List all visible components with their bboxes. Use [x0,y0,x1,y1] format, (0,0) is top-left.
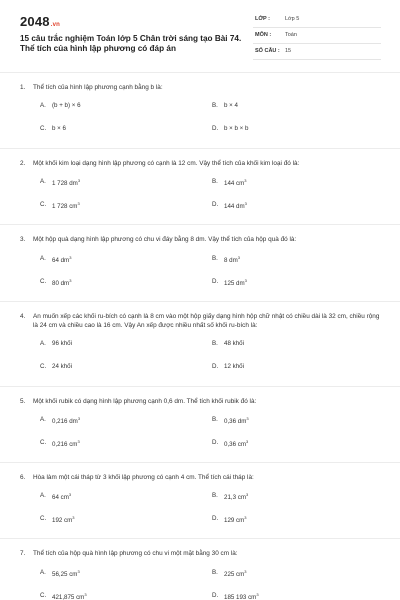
answer-text [52,416,80,425]
answer-letter: B. [212,340,218,348]
answer-text [52,492,71,501]
answer-option[interactable] [212,125,384,148]
answer-value: 12 khối [224,363,244,371]
answer-value: 48 khối [224,340,244,348]
answer-option[interactable] [40,592,212,600]
answer-value: 24 khối [52,363,72,371]
question-item [0,462,400,538]
question-list [0,72,400,600]
answer-value: 192 cm [52,517,73,525]
question-item [0,72,400,148]
answer-letter: D. [212,125,219,133]
unit-exponent: 3 [244,277,247,283]
answer-options [20,340,380,386]
answer-option[interactable] [40,201,212,224]
logo-suffix: .vn [50,22,61,28]
meta-label: MÔN : [255,32,272,38]
answer-letter: A. [40,102,46,110]
answer-value: 64 dm [52,256,70,264]
answer-text [224,201,247,210]
answer-text [52,102,81,109]
answer-text [52,592,87,600]
answer-text [52,278,71,287]
answer-letter: B. [212,492,218,500]
answer-value: (b + b) × 6 [52,102,81,110]
question-number: 1. [20,84,26,91]
answer-text [224,125,248,132]
answer-option[interactable] [212,278,384,301]
meta-row-class [253,13,381,28]
answer-option[interactable] [40,125,212,148]
answer-letter: D. [212,439,219,447]
answer-text [224,340,244,347]
question-text [20,159,380,168]
answer-value: 144 cm [224,180,245,188]
answer-letter: D. [212,363,219,371]
question-number: 4. [20,312,26,320]
unit-exponent: 3 [77,201,80,207]
logo-text: 2048 [20,14,50,29]
answer-options [20,178,380,224]
answer-text [224,569,247,578]
answer-letter: D. [212,515,219,523]
answer-option[interactable] [212,102,384,125]
meta-info-box [253,13,381,60]
question-item [0,301,400,386]
unit-exponent: 3 [237,254,240,260]
answer-option[interactable] [212,439,384,462]
meta-value: Toán [285,32,297,38]
answer-option[interactable] [40,492,212,515]
answer-letter: B. [212,416,218,424]
answer-value: 185 193 cm [224,593,257,600]
question-body: Thể tích của hộp quà hình lập phương có chu vi một mặt bằng 30 cm là: [33,550,238,558]
answer-text [52,255,71,264]
answer-letter: A. [40,492,46,500]
unit-exponent: 3 [68,492,72,498]
answer-option[interactable] [212,492,384,515]
unit-exponent: 3 [77,568,80,574]
question-number: 5. [20,398,26,406]
answer-option[interactable] [40,278,212,301]
answer-value: 421,875 cm [52,593,85,600]
answer-text [52,340,72,347]
answer-letter: C. [40,439,47,447]
answer-text [52,439,80,448]
answer-option[interactable] [212,569,384,592]
question-body: Một hộp quà dạng hình lập phương có chu vi đáy bằng 8 dm. Vậy thể tích của hộp quà đó là: [33,236,297,244]
answer-letter: C. [40,201,47,209]
unit-exponent: 3 [256,591,259,597]
meta-row-count [253,45,381,60]
unit-exponent: 3 [246,416,249,422]
answer-option[interactable] [212,515,384,538]
meta-label: LỚP : [255,16,270,22]
answer-text [224,363,244,370]
question-text [20,312,380,330]
meta-label: SỐ CÂU : [255,48,280,54]
answer-option[interactable] [40,102,212,125]
document-title: 15 câu trắc nghiệm Toán lớp 5 Chân trời sáng tạo Bài 74. Thể tích của hình lập phương có đáp án [20,34,242,53]
answer-value: 80 dm [52,279,70,287]
answer-value: 0,216 dm [52,418,78,426]
meta-value: 15 [285,48,292,54]
answer-letter: C. [40,277,47,285]
answer-text [224,255,240,264]
answer-letter: B. [212,178,218,186]
answer-text [224,278,247,287]
unit-exponent: 3 [77,178,81,184]
answer-value: 96 khối [52,340,72,348]
answer-value: 21,3 cm [224,494,247,502]
unit-exponent: 3 [244,568,247,574]
question-number: 7. [20,550,26,558]
answer-letter: A. [40,416,46,424]
answer-value: 144 dm [224,203,245,211]
answer-letter: C. [40,591,47,599]
answer-letter: B. [212,568,218,576]
answer-letter: B. [212,102,218,110]
answer-option[interactable] [212,201,384,224]
unit-exponent: 3 [244,178,247,184]
meta-row-subject [253,29,381,44]
unit-exponent: 3 [69,277,72,283]
answer-value: 225 cm [224,570,245,578]
question-text [20,397,380,406]
unit-exponent: 3 [244,201,247,207]
answer-value: 56,25 cm [52,570,78,578]
answer-letter: A. [40,340,46,348]
answer-value: 1 728 dm [52,180,78,188]
answer-text [224,515,247,524]
document-header [0,0,400,68]
answer-option[interactable] [40,515,212,538]
answer-letter: C. [40,125,47,133]
answer-letter: A. [40,178,46,186]
answer-text [52,201,80,210]
question-text [20,549,380,558]
meta-value: Lớp 5 [285,16,300,22]
question-body: An muốn xếp các khối ru-bích có cạnh là 8 cm vào một hộp giấy dạng hình hộp chữ nhật có chiều dài là 32 cm, chiều rộng là 24 cm và chiều cao là 16 cm. Vậy An xếp được nhiều nhất số khối ru-bích là: [33,312,380,329]
answer-text [52,569,80,578]
answer-option[interactable] [212,178,384,201]
answer-value: 1 728 cm [52,203,78,211]
answer-option[interactable] [212,592,384,600]
question-number: 3. [20,236,26,244]
question-text [20,235,380,244]
answer-value: b × 4 [224,102,238,110]
question-body: Thể tích của hình lập phương cạnh bằng b là: [33,84,163,91]
answer-letter: D. [212,591,219,599]
answer-value: 125 dm [224,279,245,287]
answer-text [224,439,248,448]
answer-option[interactable] [40,255,212,278]
question-number: 2. [20,160,26,168]
answer-value: b × b × b [224,125,249,133]
unit-exponent: 3 [77,416,81,422]
question-body: Một khối kim loại dạng hình lập phương có cạnh là 12 cm. Vậy thể tích của khối kim loại đó là: [33,160,300,168]
question-text [20,83,380,92]
answer-value: b × 6 [52,125,66,133]
answer-value: 129 cm [224,517,245,525]
answer-value: 64 cm [52,494,69,502]
unit-exponent: 3 [246,492,249,498]
question-number: 6. [20,474,26,482]
answer-option[interactable] [212,416,384,439]
question-body: Hòa làm một cái tháp từ 3 khối lập phương có cạnh 4 cm. Thể tích cái tháp là: [33,474,254,482]
answer-value: 0,36 cm [224,441,247,449]
answer-text [224,102,238,109]
answer-value: 0,36 dm [224,418,247,426]
answer-option[interactable] [40,569,212,592]
unit-exponent: 3 [72,515,75,521]
answer-option[interactable] [212,255,384,278]
question-body: Một khối rubik có dạng hình lập phương cạnh 0,6 dm. Thể tích khối rubik đó là: [33,398,257,406]
answer-options [20,255,380,301]
unit-exponent: 3 [69,254,72,260]
answer-letter: C. [40,515,47,523]
answer-options [20,416,380,462]
question-item [0,538,400,600]
answer-text [224,492,248,501]
answer-text [52,178,80,187]
question-text [20,473,380,482]
answer-value: 0,216 cm [52,441,78,449]
answer-option[interactable] [40,363,212,386]
answer-text [52,515,75,524]
answer-letter: D. [212,277,219,285]
answer-text [52,125,66,132]
answer-option[interactable] [40,439,212,462]
question-item [0,224,400,300]
answer-text [224,592,259,600]
question-item [0,148,400,224]
site-logo[interactable] [20,14,60,29]
answer-options [20,492,380,538]
answer-option[interactable] [40,340,212,363]
unit-exponent: 3 [246,439,249,445]
answer-text [52,363,72,370]
answer-option[interactable] [40,178,212,201]
answer-option[interactable] [40,416,212,439]
answer-letter: B. [212,254,218,262]
answer-letter: D. [212,201,219,209]
answer-options [20,102,380,148]
answer-option[interactable] [212,340,384,363]
answer-letter: C. [40,363,47,371]
unit-exponent: 3 [84,591,87,597]
answer-text [224,178,247,187]
answer-option[interactable] [212,363,384,386]
unit-exponent: 3 [244,515,247,521]
unit-exponent: 3 [77,439,80,445]
answer-letter: A. [40,254,46,262]
answer-options [20,569,380,600]
answer-value: 8 dm [224,256,238,264]
answer-text [224,416,249,425]
answer-letter: A. [40,568,46,576]
question-item [0,386,400,462]
